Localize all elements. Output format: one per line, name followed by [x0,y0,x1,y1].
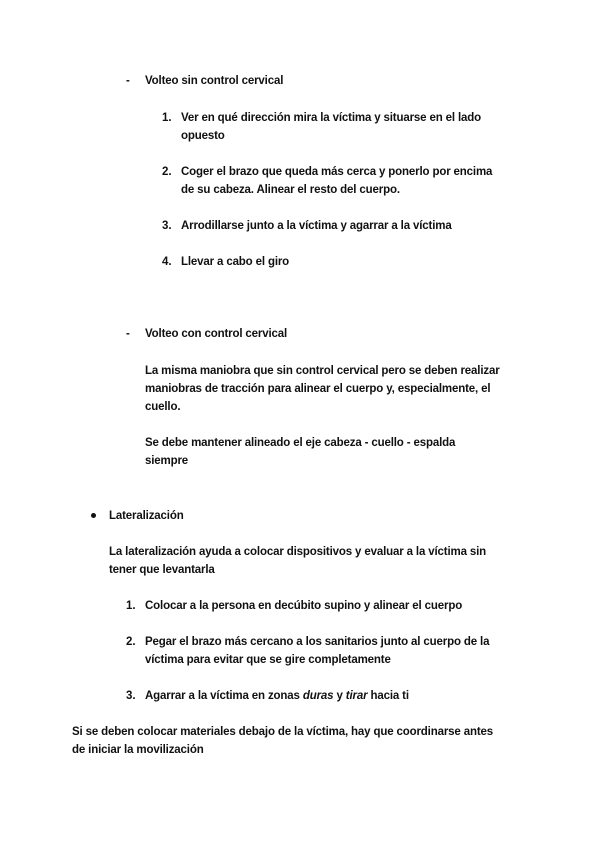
paragraph-line: La misma maniobra que sin control cervical pero se deben realizar [145,365,500,377]
list-item-line: de su cabeza. Alinear el resto del cuerpo. [181,184,400,196]
paragraph-line: maniobras de tracción para alinear el cuerpo y, especialmente, el [145,383,491,395]
list-number: 2. [162,166,172,178]
list-number: 4. [162,256,172,268]
list-item-line: opuesto [181,130,225,142]
paragraph-line: cuello. [145,401,181,413]
list-number: 1. [126,600,136,612]
list-item-line [145,687,409,705]
dash-marker: - [126,328,130,340]
list-item-line: Ver en qué dirección mira la víctima y situarse en el lado [181,112,482,124]
emphasis-text: tirar [345,690,368,702]
text-run: Agarrar a la víctima en zonas [145,690,303,702]
list-number: 1. [162,112,172,124]
section-heading: Lateralización [109,510,184,522]
section-heading: Volteo sin control cervical [145,75,284,87]
paragraph-line: tener que levantarla [109,564,215,576]
list-number: 2. [126,636,136,648]
list-item-line: Colocar a la persona en decúbito supino y alinear el cuerpo [145,600,463,612]
list-item-line: víctima para evitar que se gire completamente [145,654,391,666]
emphasis-text: duras [302,690,334,702]
bullet-icon [91,513,96,518]
paragraph-line: Si se deben colocar materiales debajo de la víctima, hay que coordinarse antes [72,726,493,738]
list-item-line: Coger el brazo que queda más cerca y ponerlo por encima [181,166,493,178]
list-item-line: Pegar el brazo más cercano a los sanitarios junto al cuerpo de la [145,636,490,648]
paragraph-line: La lateralización ayuda a colocar dispositivos y evaluar a la víctima sin [109,546,487,558]
list-number: 3. [126,690,136,702]
section-heading: Volteo con control cervical [145,328,288,340]
text-run: hacia ti [367,690,409,702]
paragraph-line: siempre [145,455,189,467]
paragraph-line: de iniciar la movilización [72,744,204,756]
dash-marker: - [126,75,130,87]
text-run: y [333,690,346,702]
list-item-line: Llevar a cabo el giro [181,256,290,268]
list-item-line: Arrodillarse junto a la víctima y agarrar a la víctima [181,220,452,232]
list-number: 3. [162,220,172,232]
paragraph-line: Se debe mantener alineado el eje cabeza - cuello - espalda [145,437,456,449]
